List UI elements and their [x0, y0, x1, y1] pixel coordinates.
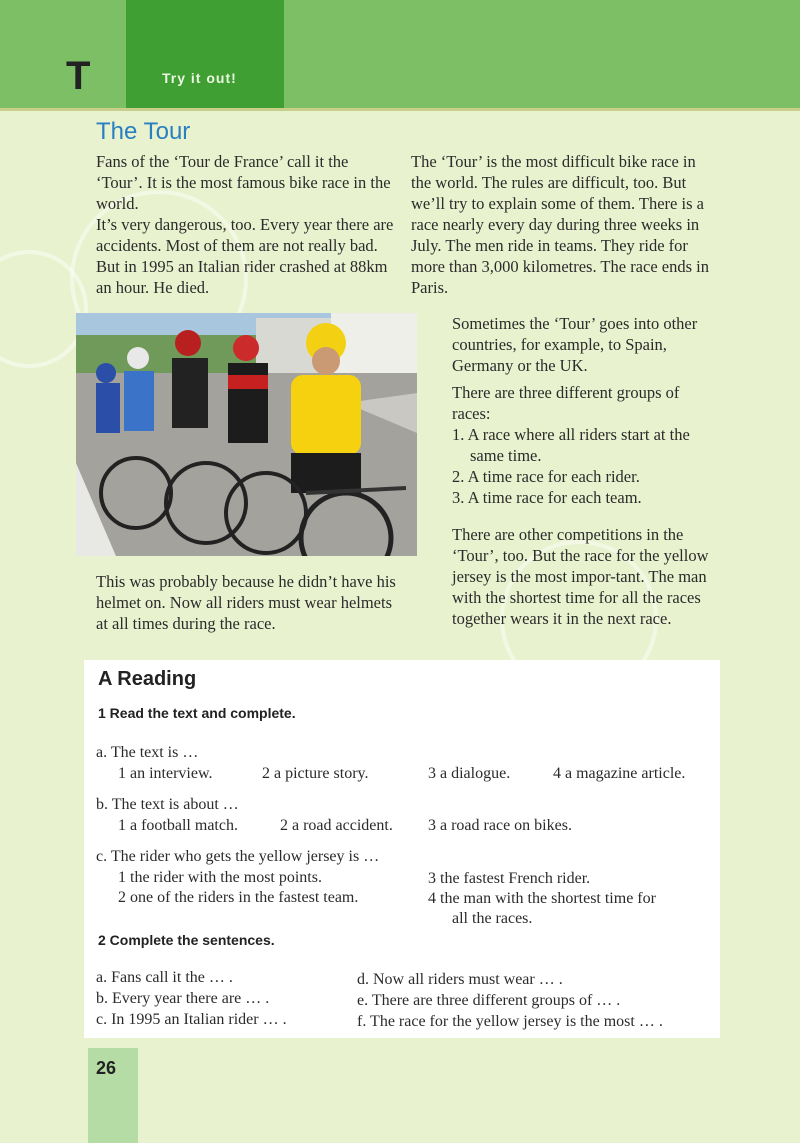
header-divider: [0, 108, 800, 111]
task-1-instruction: 1 Read the text and complete.: [98, 705, 296, 721]
question-c-option: 3 the fastest French rider.: [428, 870, 591, 887]
photo-caption: This was probably because he didn’t have his helmet on. Now all riders must wear helmets at all times during the race.: [96, 572, 396, 633]
question-c-option: 2 one of the riders in the fastest team.: [118, 889, 359, 906]
question-c-option: 4 the man with the shortest time for: [428, 890, 656, 907]
exercise-heading: A Reading: [98, 668, 197, 690]
header-band-left: [0, 0, 126, 108]
sentence-item: c. In 1995 an Italian rider … .: [96, 1011, 287, 1028]
question-b-option: 1 a football match.: [118, 817, 238, 834]
sentence-item: a. Fans call it the … .: [96, 969, 233, 986]
sentence-item: b. Every year there are … .: [96, 990, 270, 1007]
article-col2-p1: The ‘Tour’ is the most difficult bike race in the world. The rules are difficult, too. But we’ll try to explain some of them. There is a race nearly every day during three weeks in July. The men ride in teams. They ride for more than 3,000 kilometres. The race ends in Paris.: [411, 152, 709, 297]
list-item: 3. A time race for each team.: [452, 488, 642, 507]
article-col2-p4: There are other competitions in the ‘Tour’, too. But the race for the yellow jersey is the most impor-tant. The man with the shortest time for all the races together wears it in the next race.: [452, 525, 709, 628]
header-tab: [126, 0, 284, 108]
unit-letter: T: [66, 54, 91, 98]
article-col2-p3: There are three different groups of races:: [452, 383, 680, 423]
question-a-stem: a. The text is …: [96, 744, 199, 761]
sentence-item: e. There are three different groups of … .: [357, 992, 621, 1009]
question-b-stem: b. The text is about …: [96, 796, 239, 813]
section-tab-label: Try it out!: [162, 70, 237, 86]
article-col2-p2: Sometimes the ‘Tour’ goes into other countries, for example, to Spain, Germany or the UK.: [452, 314, 698, 375]
question-c-option: 1 the rider with the most points.: [118, 869, 322, 886]
race-groups-list: [452, 424, 712, 508]
question-a-option: 4 a magazine article.: [553, 765, 686, 782]
sentence-item: f. The race for the yellow jersey is the most … .: [357, 1013, 663, 1030]
page-number: 26: [96, 1058, 117, 1078]
list-item: 2. A time race for each rider.: [452, 467, 640, 486]
cyclists-photo: [76, 313, 417, 556]
question-b-option: 2 a road accident.: [280, 817, 393, 834]
list-item: 1. A race where all riders start at the same time.: [452, 425, 690, 465]
task-2-instruction: 2 Complete the sentences.: [98, 932, 275, 948]
article-title: The Tour: [96, 118, 191, 145]
question-b-option: 3 a road race on bikes.: [428, 817, 572, 834]
header-band-right: [284, 0, 800, 108]
question-c-stem: c. The rider who gets the yellow jersey is …: [96, 848, 380, 865]
question-a-option: 1 an interview.: [118, 765, 213, 782]
question-a-option: 2 a picture story.: [262, 765, 369, 782]
sentence-item: d. Now all riders must wear … .: [357, 971, 563, 988]
article-col1-p1: Fans of the ‘Tour de France’ call it the ‘Tour’. It is the most famous bike race in the world.: [96, 152, 391, 213]
question-a-option: 3 a dialogue.: [428, 765, 511, 782]
article-col1-p2: It’s very dangerous, too. Every year there are accidents. Most of them are not really bad. But in 1995 an Italian rider crashed at 88km an hour. He died.: [96, 215, 394, 297]
question-c-option-continued: all the races.: [452, 910, 533, 927]
